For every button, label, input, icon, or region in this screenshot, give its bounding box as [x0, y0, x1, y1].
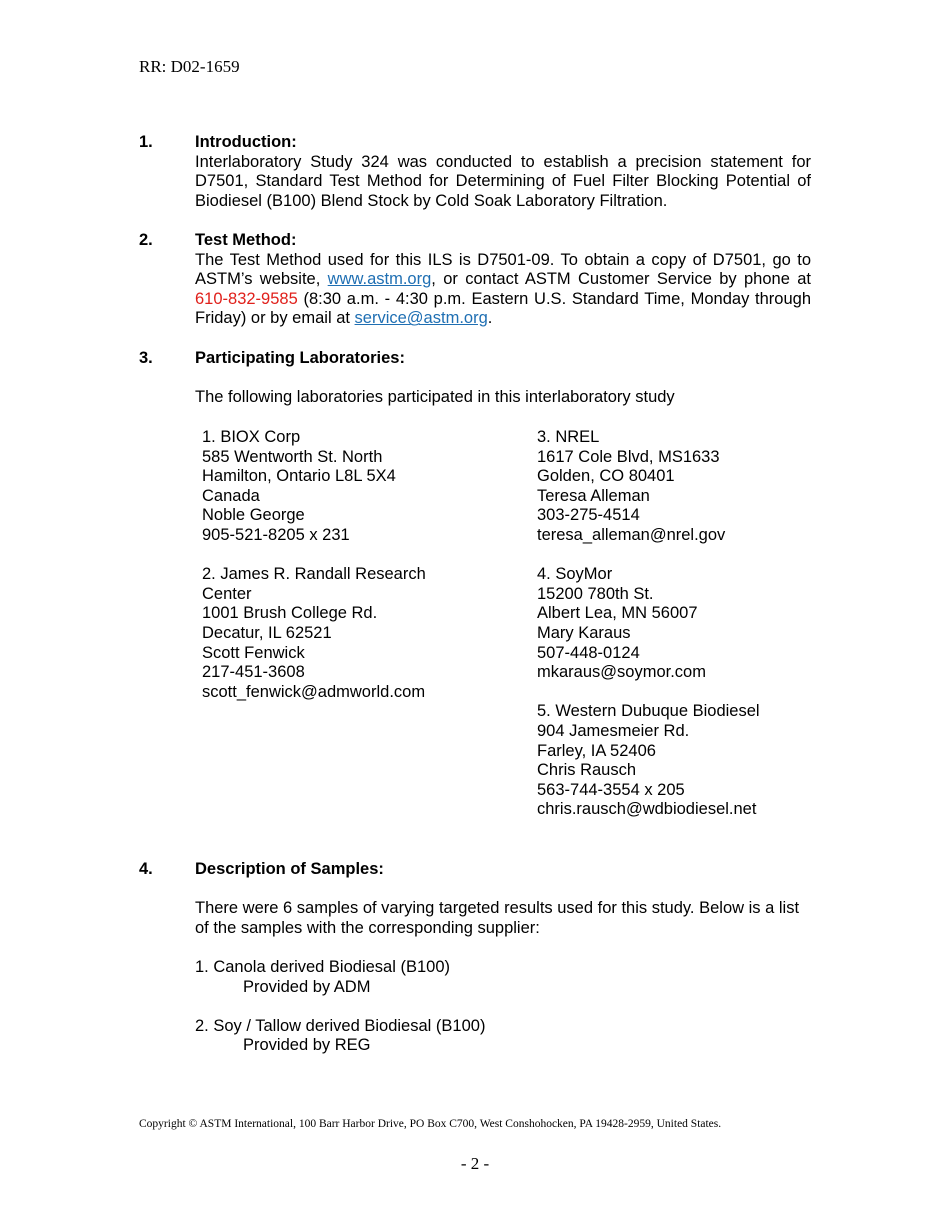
lab-line: 2. James R. Randall Research — [202, 565, 426, 584]
lab-line: scott_fenwick@admworld.com — [202, 682, 426, 701]
lab-entry — [537, 702, 760, 820]
lab-line: Decatur, IL 62521 — [202, 623, 332, 642]
section-number: 1. — [139, 133, 153, 151]
lab-line: 3. NREL — [537, 428, 600, 446]
lab-line: 1001 Brush College Rd. — [202, 604, 378, 623]
section-title: Test Method: — [195, 231, 297, 249]
text-fragment: The Test Method used for this ILS is D7501-09. To obtain a copy of D7501, go to ASTM’s website, — [195, 250, 811, 289]
section-title: Participating Laboratories: — [195, 349, 405, 367]
sample-name: 1. Canola derived Biodiesal (B100) — [195, 957, 450, 976]
lab-line: Albert Lea, MN 56007 — [537, 604, 698, 623]
lab-line: 4. SoyMor — [537, 565, 613, 584]
document-id: RR: D02-1659 — [139, 57, 240, 76]
section-number: 3. — [139, 349, 153, 367]
lab-line: Mary Karaus — [537, 623, 631, 642]
lab-line: Noble George — [202, 506, 305, 525]
lab-line: 585 Wentworth St. North — [202, 447, 383, 466]
lab-entry — [202, 565, 426, 702]
sample-name: 2. Soy / Tallow derived Biodiesal (B100) — [195, 1016, 486, 1035]
astm-website-link[interactable]: www.astm.org — [327, 270, 432, 289]
lab-entry — [537, 428, 760, 546]
samples-intro-text: There were 6 samples of varying targeted results used for this study. Below is a list of the samples with the corresponding supplier: — [195, 899, 800, 937]
lab-line: 1. BIOX Corp — [202, 428, 301, 446]
lab-line: 563-744-3554 x 205 — [537, 780, 685, 799]
lab-line: Teresa Alleman — [537, 486, 650, 505]
section-text — [195, 251, 811, 329]
customer-service-phone: 610-832-9585 — [195, 289, 298, 308]
lab-line: Canada — [202, 486, 260, 505]
labs-right-column — [537, 428, 760, 839]
lab-entry — [537, 565, 760, 683]
sample-provider: Provided by ADM — [243, 977, 371, 996]
lab-line: 303-275-4514 — [537, 506, 640, 525]
lab-line: 905-521-8205 x 231 — [202, 525, 350, 544]
section-title: Description of Samples: — [195, 860, 384, 878]
lab-line: Farley, IA 52406 — [537, 741, 656, 760]
lab-line: Golden, CO 80401 — [537, 467, 675, 486]
text-fragment: (8:30 a.m. - 4:30 p.m. Eastern U.S. Standard Time, Monday through Friday) or by email at — [195, 289, 811, 328]
copyright-footer: Copyright © ASTM International, 100 Barr Harbor Drive, PO Box C700, West Conshohocken, PA 19428-2959, United States. — [139, 1118, 722, 1130]
lab-line: Center — [202, 584, 252, 603]
lab-line: chris.rausch@wdbiodiesel.net — [537, 800, 757, 819]
page-number: - 2 - — [460, 1154, 490, 1173]
lab-line: mkaraus@soymor.com — [537, 663, 706, 682]
lab-line: 1617 Cole Blvd, MS1633 — [537, 447, 720, 466]
lab-line: Chris Rausch — [537, 761, 637, 780]
lab-line: 217-451-3608 — [202, 663, 305, 682]
lab-line: 15200 780th St. — [537, 584, 654, 603]
section-text: Interlaboratory Study 324 was conducted to establish a precision statement for D7501, Standard Test Method for Determining of Fuel Filter Blocking Potential of Biodiesel (B100) Blend Stock by Cold Soak Laboratory Filtration. — [195, 152, 811, 210]
section-title: Introduction: — [195, 133, 297, 151]
lab-line: 5. Western Dubuque Biodiesel — [537, 702, 760, 721]
lab-line: teresa_alleman@nrel.gov — [537, 525, 726, 544]
lab-entry — [202, 428, 426, 546]
text-fragment: . — [487, 309, 493, 328]
sample-item — [195, 1017, 811, 1056]
labs-intro-text: The following laboratories participated in this interlaboratory study — [195, 388, 675, 407]
service-email-link[interactable]: service@astm.org — [354, 309, 488, 328]
sample-item — [195, 958, 811, 997]
lab-line: Scott Fenwick — [202, 643, 305, 662]
lab-line: 507-448-0124 — [537, 643, 640, 662]
section-number: 2. — [139, 231, 153, 249]
text-fragment: , or contact ASTM Customer Service by phone at — [431, 270, 811, 289]
labs-left-column — [202, 428, 426, 722]
lab-line: 904 Jamesmeier Rd. — [537, 721, 690, 740]
lab-line: Hamilton, Ontario L8L 5X4 — [202, 467, 396, 486]
section-number: 4. — [139, 860, 153, 878]
sample-provider: Provided by REG — [243, 1036, 371, 1055]
